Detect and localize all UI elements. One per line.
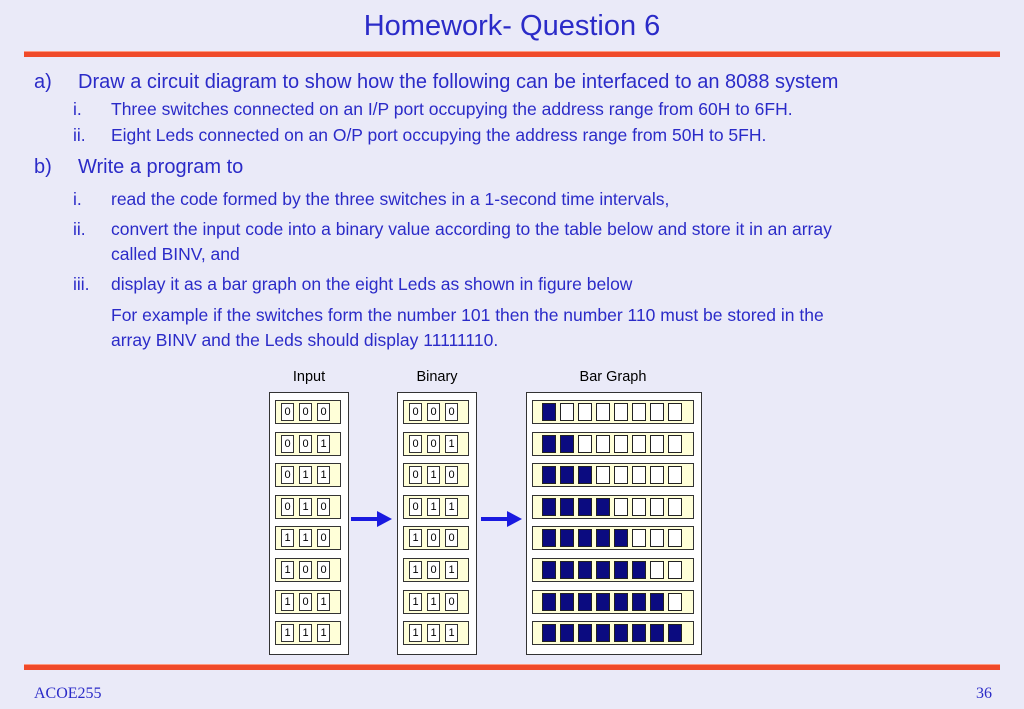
binary-code-row bbox=[403, 526, 469, 550]
led-off bbox=[650, 403, 664, 421]
list-item-b bbox=[34, 156, 244, 179]
bit-cell: 0 bbox=[281, 498, 294, 516]
led-off bbox=[650, 498, 664, 516]
binary-code-row bbox=[403, 495, 469, 519]
bit-cell: 1 bbox=[427, 593, 440, 611]
bar-graph-row bbox=[532, 400, 694, 424]
bit-cell: 0 bbox=[409, 466, 422, 484]
led-on bbox=[578, 593, 592, 611]
list-item-a bbox=[34, 71, 839, 94]
bar-graph-row bbox=[532, 590, 694, 614]
bit-cell: 1 bbox=[445, 624, 458, 642]
bit-cell: 0 bbox=[409, 403, 422, 421]
list-text: Draw a circuit diagram to show how the following can be interfaced to an 8088 system bbox=[78, 71, 839, 93]
list-marker: a) bbox=[34, 71, 52, 93]
led-on bbox=[542, 498, 556, 516]
binary-code-row bbox=[403, 590, 469, 614]
bit-cell: 1 bbox=[409, 624, 422, 642]
input-code-row bbox=[275, 526, 341, 550]
led-on bbox=[578, 529, 592, 547]
led-on bbox=[578, 498, 592, 516]
arrow-head bbox=[377, 511, 392, 527]
led-off bbox=[668, 466, 682, 484]
bit-cell: 0 bbox=[409, 435, 422, 453]
list-item-a-i bbox=[73, 99, 793, 120]
led-on bbox=[632, 593, 646, 611]
led-on bbox=[560, 498, 574, 516]
list-item-b-ii-cont bbox=[111, 244, 240, 265]
led-off bbox=[650, 466, 664, 484]
led-off bbox=[560, 403, 574, 421]
bit-cell: 0 bbox=[317, 498, 330, 516]
led-off bbox=[632, 435, 646, 453]
led-on bbox=[542, 466, 556, 484]
led-on bbox=[542, 624, 556, 642]
led-on bbox=[650, 624, 664, 642]
led-on bbox=[596, 561, 610, 579]
led-on bbox=[614, 593, 628, 611]
bar-graph-row bbox=[532, 432, 694, 456]
led-on bbox=[596, 529, 610, 547]
led-on bbox=[596, 593, 610, 611]
led-on bbox=[650, 593, 664, 611]
led-on bbox=[614, 624, 628, 642]
bar-graph-row bbox=[532, 495, 694, 519]
bar-graph-row bbox=[532, 621, 694, 645]
input-code-row bbox=[275, 621, 341, 645]
list-marker: ii. bbox=[73, 125, 86, 145]
list-marker: ii. bbox=[73, 219, 86, 239]
list-text: called BINV, and bbox=[111, 244, 240, 264]
led-on bbox=[560, 435, 574, 453]
led-on bbox=[542, 561, 556, 579]
bar-graph-column-label: Bar Graph bbox=[579, 369, 647, 385]
bit-cell: 1 bbox=[409, 593, 422, 611]
list-text: Write a program to bbox=[78, 156, 244, 178]
input-code-table bbox=[269, 392, 349, 655]
bit-cell: 0 bbox=[299, 403, 312, 421]
bit-cell: 1 bbox=[281, 561, 294, 579]
bar-graph-row bbox=[532, 558, 694, 582]
input-code-row bbox=[275, 590, 341, 614]
led-on bbox=[542, 529, 556, 547]
led-on bbox=[614, 561, 628, 579]
binary-code-row bbox=[403, 621, 469, 645]
bit-cell: 0 bbox=[445, 466, 458, 484]
list-text: array BINV and the Leds should display 11111110. bbox=[111, 330, 499, 350]
led-off bbox=[578, 403, 592, 421]
led-on bbox=[614, 529, 628, 547]
led-on bbox=[668, 624, 682, 642]
led-off bbox=[632, 498, 646, 516]
led-on bbox=[578, 561, 592, 579]
bar-graph-table bbox=[526, 392, 702, 655]
input-code-row bbox=[275, 495, 341, 519]
led-off bbox=[614, 403, 628, 421]
led-on bbox=[560, 466, 574, 484]
bit-cell: 1 bbox=[299, 624, 312, 642]
bit-cell: 0 bbox=[281, 435, 294, 453]
led-on bbox=[632, 624, 646, 642]
led-on bbox=[632, 561, 646, 579]
led-on bbox=[596, 498, 610, 516]
led-off bbox=[668, 403, 682, 421]
led-off bbox=[614, 466, 628, 484]
led-on bbox=[578, 624, 592, 642]
bit-cell: 0 bbox=[427, 403, 440, 421]
bit-cell: 0 bbox=[445, 403, 458, 421]
bar-graph-row bbox=[532, 463, 694, 487]
led-off bbox=[632, 466, 646, 484]
bit-cell: 0 bbox=[317, 529, 330, 547]
arrow-right-icon bbox=[481, 508, 523, 530]
bit-cell: 1 bbox=[445, 435, 458, 453]
led-off bbox=[650, 561, 664, 579]
example-line-2 bbox=[111, 330, 498, 351]
bit-cell: 0 bbox=[427, 561, 440, 579]
bit-cell: 0 bbox=[317, 561, 330, 579]
led-off bbox=[668, 498, 682, 516]
led-off bbox=[614, 498, 628, 516]
example-line-1 bbox=[111, 305, 824, 326]
page-number: 36 bbox=[976, 685, 992, 702]
arrow-head bbox=[507, 511, 522, 527]
list-marker: i. bbox=[73, 99, 82, 119]
list-text: For example if the switches form the number 101 then the number 110 must be stored in the bbox=[111, 305, 824, 325]
course-code: ACOE255 bbox=[34, 685, 102, 702]
binary-code-row bbox=[403, 432, 469, 456]
led-on bbox=[560, 529, 574, 547]
input-code-row bbox=[275, 463, 341, 487]
bit-cell: 1 bbox=[445, 498, 458, 516]
led-off bbox=[596, 435, 610, 453]
bit-cell: 1 bbox=[299, 529, 312, 547]
bit-cell: 1 bbox=[281, 593, 294, 611]
led-off bbox=[614, 435, 628, 453]
bit-cell: 1 bbox=[317, 435, 330, 453]
led-off bbox=[650, 435, 664, 453]
bit-cell: 1 bbox=[317, 624, 330, 642]
led-on bbox=[542, 403, 556, 421]
bit-cell: 1 bbox=[427, 466, 440, 484]
bar-graph-row bbox=[532, 526, 694, 550]
binary-code-row bbox=[403, 558, 469, 582]
led-on bbox=[560, 624, 574, 642]
bit-cell: 1 bbox=[281, 529, 294, 547]
input-code-row bbox=[275, 558, 341, 582]
input-column-label: Input bbox=[292, 369, 326, 385]
list-marker: b) bbox=[34, 156, 52, 178]
led-off bbox=[668, 529, 682, 547]
bit-cell: 0 bbox=[427, 435, 440, 453]
led-on bbox=[560, 561, 574, 579]
led-on bbox=[578, 466, 592, 484]
bit-cell: 1 bbox=[299, 498, 312, 516]
bit-cell: 1 bbox=[445, 561, 458, 579]
list-text: display it as a bar graph on the eight Leds as shown in figure below bbox=[111, 274, 633, 294]
bit-cell: 0 bbox=[427, 529, 440, 547]
list-item-b-iii bbox=[73, 274, 633, 295]
list-text: Eight Leds connected on an O/P port occupying the address range from 50H to 5FH. bbox=[111, 125, 767, 145]
list-item-b-i bbox=[73, 189, 670, 210]
bit-cell: 0 bbox=[445, 593, 458, 611]
bit-cell: 0 bbox=[409, 498, 422, 516]
bit-cell: 0 bbox=[281, 403, 294, 421]
list-item-a-ii bbox=[73, 125, 767, 146]
input-code-row bbox=[275, 432, 341, 456]
binary-code-row bbox=[403, 463, 469, 487]
bit-cell: 0 bbox=[299, 435, 312, 453]
list-text: convert the input code into a binary value according to the table below and store it in an array bbox=[111, 219, 832, 239]
bit-cell: 1 bbox=[281, 624, 294, 642]
led-on bbox=[542, 435, 556, 453]
bit-cell: 1 bbox=[299, 466, 312, 484]
list-marker: i. bbox=[73, 189, 82, 209]
bit-cell: 1 bbox=[427, 498, 440, 516]
arrow-right-icon bbox=[351, 508, 393, 530]
bit-cell: 0 bbox=[299, 561, 312, 579]
led-off bbox=[668, 561, 682, 579]
led-off bbox=[632, 403, 646, 421]
bottom-divider bbox=[24, 664, 1000, 670]
led-on bbox=[560, 593, 574, 611]
bit-cell: 1 bbox=[427, 624, 440, 642]
led-off bbox=[668, 593, 682, 611]
bit-cell: 0 bbox=[281, 466, 294, 484]
list-item-b-ii bbox=[73, 219, 832, 240]
led-off bbox=[668, 435, 682, 453]
input-code-row bbox=[275, 400, 341, 424]
led-off bbox=[650, 529, 664, 547]
bit-cell: 1 bbox=[317, 466, 330, 484]
slide-title: Homework- Question 6 bbox=[363, 10, 661, 42]
bit-cell: 1 bbox=[317, 593, 330, 611]
led-off bbox=[578, 435, 592, 453]
top-divider bbox=[24, 51, 1000, 57]
bit-cell: 0 bbox=[445, 529, 458, 547]
bit-cell: 0 bbox=[317, 403, 330, 421]
bit-cell: 1 bbox=[409, 561, 422, 579]
list-text: read the code formed by the three switches in a 1-second time intervals, bbox=[111, 189, 670, 209]
list-marker: iii. bbox=[73, 274, 90, 294]
led-on bbox=[542, 593, 556, 611]
binary-code-row bbox=[403, 400, 469, 424]
led-off bbox=[596, 403, 610, 421]
bit-cell: 1 bbox=[409, 529, 422, 547]
list-text: Three switches connected on an I/P port occupying the address range from 60H to 6FH. bbox=[111, 99, 793, 119]
led-off bbox=[596, 466, 610, 484]
binary-code-table bbox=[397, 392, 477, 655]
binary-column-label: Binary bbox=[416, 369, 458, 385]
led-off bbox=[632, 529, 646, 547]
led-on bbox=[596, 624, 610, 642]
bit-cell: 0 bbox=[299, 593, 312, 611]
